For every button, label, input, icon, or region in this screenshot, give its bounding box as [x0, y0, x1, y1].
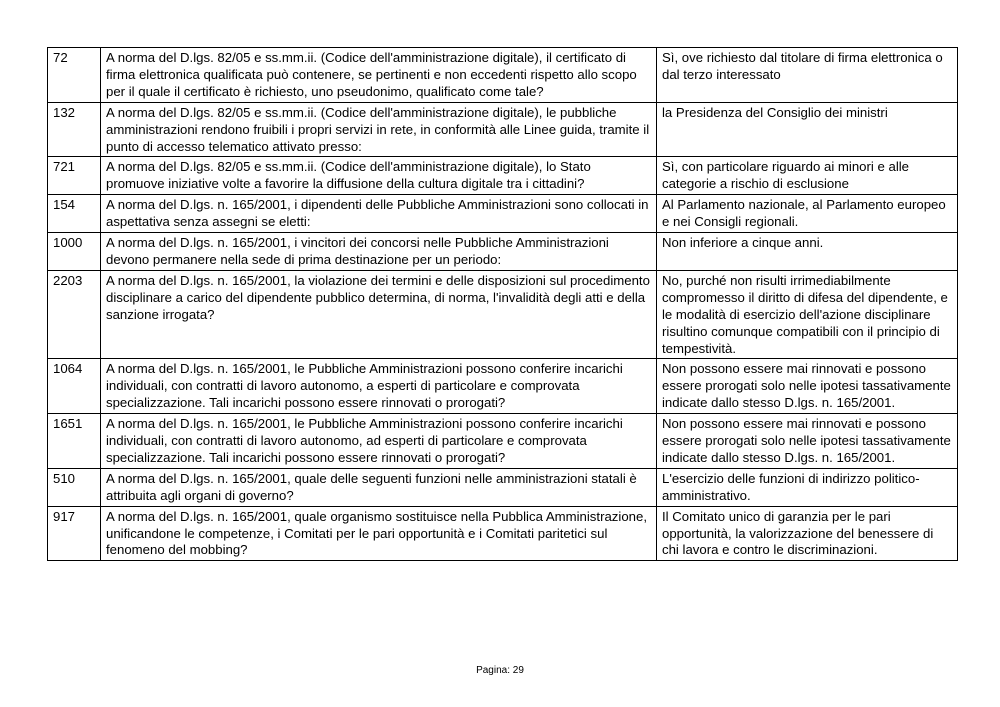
- table-row: [48, 233, 958, 271]
- answer-text: Al Parlamento nazionale, al Parlamento europeo e nei Consigli regionali.: [657, 195, 958, 233]
- answer-text: la Presidenza del Consiglio dei ministri: [657, 102, 958, 157]
- question-id: 1064: [48, 359, 101, 414]
- question-text: A norma del D.lgs. 82/05 e ss.mm.ii. (Codice dell'amministrazione digitale), lo Stato promuove iniziative volte a favorire la diffusione della cultura digitale tra i cittadini?: [101, 157, 657, 195]
- answer-text: L'esercizio delle funzioni di indirizzo politico-amministrativo.: [657, 468, 958, 506]
- question-id: 1651: [48, 414, 101, 469]
- table-row: [48, 506, 958, 561]
- question-text: A norma del D.lgs. n. 165/2001, i vincitori dei concorsi nelle Pubbliche Amministrazioni devono permanere nella sede di prima destinazione per un periodo:: [101, 233, 657, 271]
- answer-text: Non possono essere mai rinnovati e possono essere prorogati solo nelle ipotesi tassativamente indicate dallo stesso D.lgs. n. 165/2001.: [657, 359, 958, 414]
- table-row: [48, 414, 958, 469]
- questions-table: [47, 47, 958, 561]
- table-row: [48, 468, 958, 506]
- answer-text: Sì, ove richiesto dal titolare di firma elettronica o dal terzo interessato: [657, 48, 958, 103]
- question-text: A norma del D.lgs. 82/05 e ss.mm.ii. (Codice dell'amministrazione digitale), le pubbliche amministrazioni rendono fruibili i propri servizi in rete, in conformità alle Linee guida, tramite il punto di accesso telematico attivato presso:: [101, 102, 657, 157]
- question-id: 721: [48, 157, 101, 195]
- table-row: [48, 48, 958, 103]
- question-id: 154: [48, 195, 101, 233]
- question-text: A norma del D.lgs. n. 165/2001, i dipendenti delle Pubbliche Amministrazioni sono collocati in aspettativa senza assegni se eletti:: [101, 195, 657, 233]
- answer-text: Sì, con particolare riguardo ai minori e alle categorie a rischio di esclusione: [657, 157, 958, 195]
- table-row: [48, 359, 958, 414]
- answer-text: Il Comitato unico di garanzia per le pari opportunità, la valorizzazione del benessere di chi lavora e contro le discriminazioni.: [657, 506, 958, 561]
- question-text: A norma del D.lgs. n. 165/2001, le Pubbliche Amministrazioni possono conferire incarichi individuali, con contratti di lavoro autonomo, ad esperti di particolare e comprovata specializzazione. Tali incarichi possono essere rinnovati o prorogati?: [101, 414, 657, 469]
- question-text: A norma del D.lgs. n. 165/2001, quale delle seguenti funzioni nelle amministrazioni statali è attribuita agli organi di governo?: [101, 468, 657, 506]
- question-id: 917: [48, 506, 101, 561]
- question-text: A norma del D.lgs. 82/05 e ss.mm.ii. (Codice dell'amministrazione digitale), il certificato di firma elettronica qualificata può contenere, se pertinenti e non eccedenti rispetto allo scopo per il quale il certificato è richiesto, uno pseudonimo, qualificato come tale?: [101, 48, 657, 103]
- question-text: A norma del D.lgs. n. 165/2001, la violazione dei termini e delle disposizioni sul procedimento disciplinare a carico del dipendente pubblico determina, di norma, l'invalidità degli atti e della sanzione irrogata?: [101, 270, 657, 359]
- table-row: [48, 102, 958, 157]
- question-id: 72: [48, 48, 101, 103]
- table-row: [48, 195, 958, 233]
- table-row: [48, 157, 958, 195]
- page-number: Pagina: 29: [476, 665, 524, 676]
- question-id: 132: [48, 102, 101, 157]
- question-text: A norma del D.lgs. n. 165/2001, quale organismo sostituisce nella Pubblica Amministrazione, unificandone le competenze, i Comitati per le pari opportunità e i Comitati paritetici sul fenomeno del mobbing?: [101, 506, 657, 561]
- answer-text: Non inferiore a cinque anni.: [657, 233, 958, 271]
- question-id: 510: [48, 468, 101, 506]
- question-id: 1000: [48, 233, 101, 271]
- answer-text: No, purché non risulti irrimediabilmente compromesso il diritto di difesa del dipendente, e le modalità di esercizio dell'azione disciplinare risultino comunque compatibili con il principio di tempestività.: [657, 270, 958, 359]
- table-row: [48, 270, 958, 359]
- question-id: 2203: [48, 270, 101, 359]
- answer-text: Non possono essere mai rinnovati e possono essere prorogati solo nelle ipotesi tassativamente indicate dallo stesso D.lgs. n. 165/2001.: [657, 414, 958, 469]
- question-text: A norma del D.lgs. n. 165/2001, le Pubbliche Amministrazioni possono conferire incarichi individuali, con contratti di lavoro autonomo, a esperti di particolare e comprovata specializzazione. Tali incarichi possono essere rinnovati o prorogati?: [101, 359, 657, 414]
